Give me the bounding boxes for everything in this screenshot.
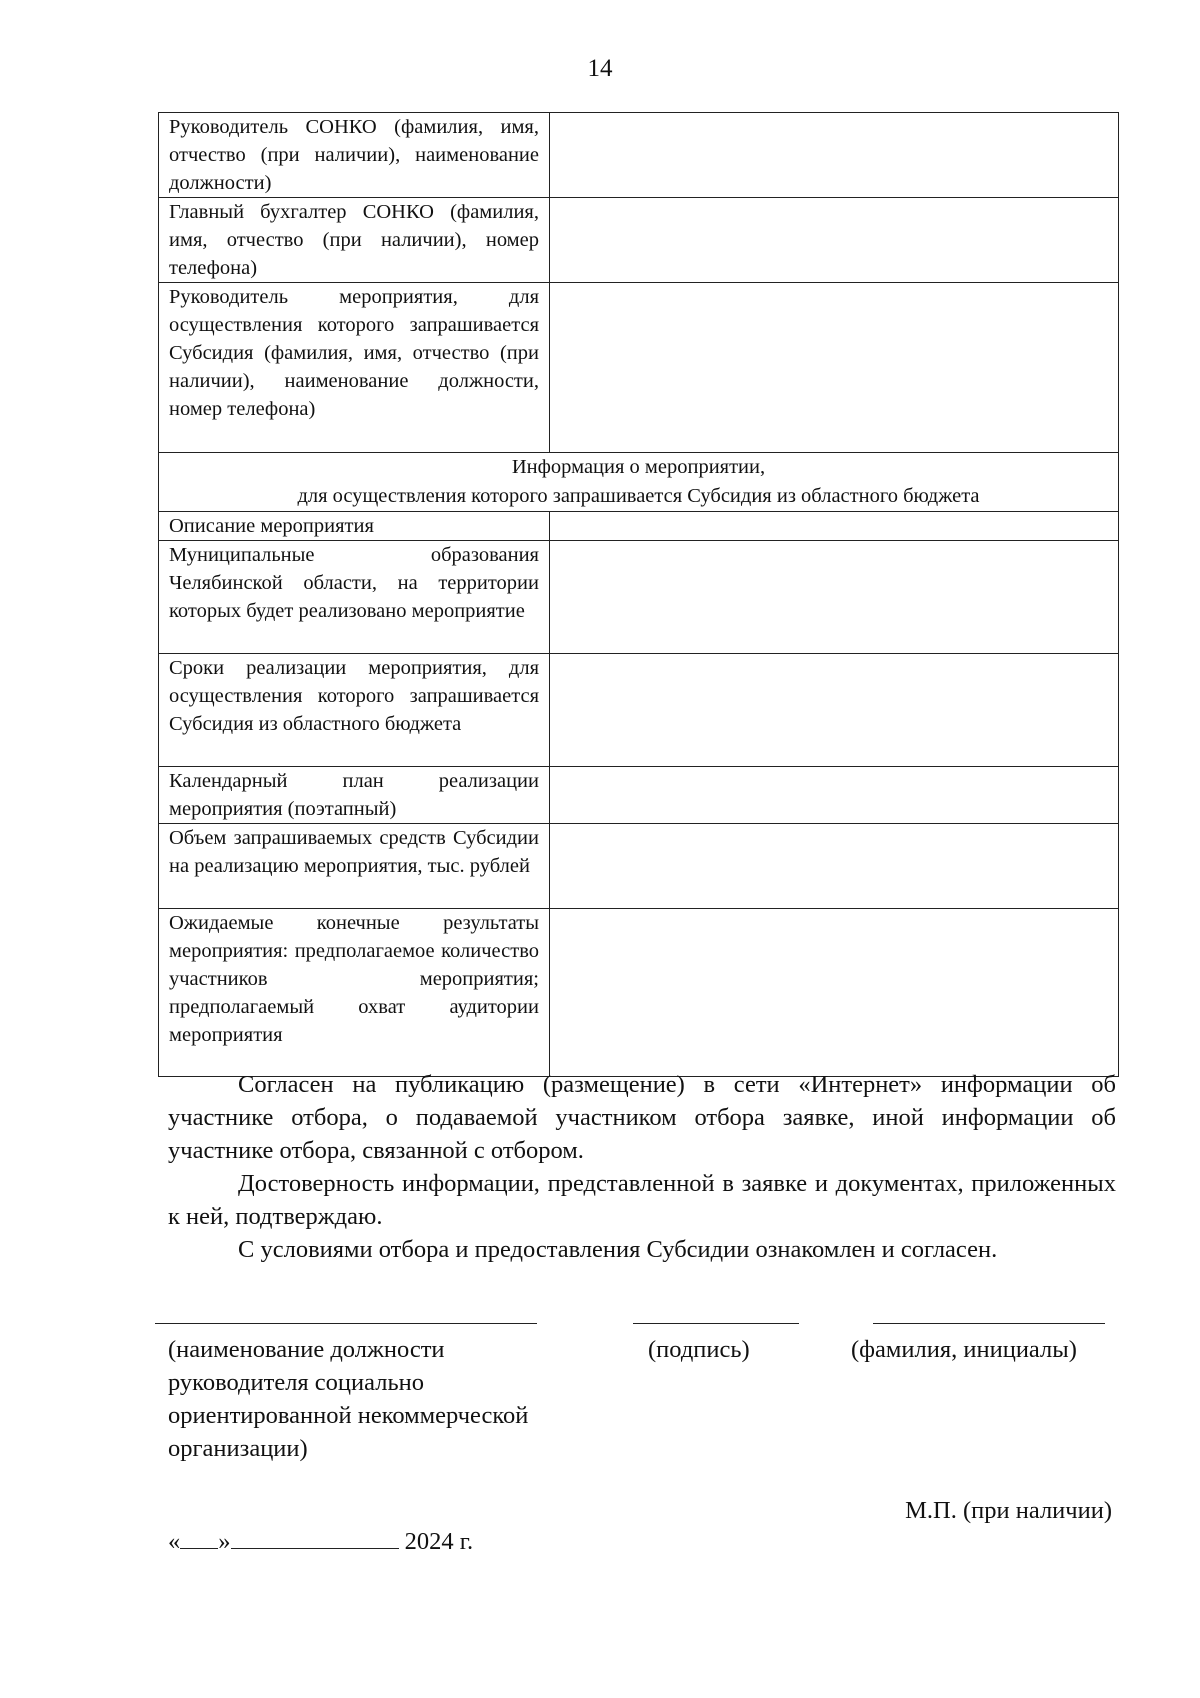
- table-row: [159, 113, 1119, 198]
- table-row: [159, 654, 1119, 767]
- table-row: [159, 909, 1119, 1077]
- row-label: Объем запрашиваемых средств Субсидии на реализацию мероприятия, тыс. рублей: [159, 824, 550, 909]
- table-row: [159, 283, 1119, 453]
- row-label: Описание мероприятия: [159, 512, 550, 541]
- row-label: Руководитель мероприятия, для осуществления которого запрашивается Субсидия (фамилия, имя, отчество (при наличии), наименование должности, номер телефона): [159, 283, 550, 453]
- row-value-field[interactable]: [550, 541, 1119, 654]
- section-header-row: [159, 453, 1119, 512]
- row-value-field[interactable]: [550, 198, 1119, 283]
- date-open-quote: «: [168, 1528, 181, 1555]
- row-value-field[interactable]: [550, 909, 1119, 1077]
- table-row: [159, 824, 1119, 909]
- row-label: Руководитель СОНКО (фамилия, имя, отчество (при наличии), наименование должности): [159, 113, 550, 198]
- date-line: [168, 1525, 473, 1558]
- signature-line[interactable]: [633, 1323, 799, 1324]
- page-number: 14: [587, 55, 613, 82]
- position-signature-line[interactable]: [155, 1323, 537, 1324]
- row-label: Главный бухгалтер СОНКО (фамилия, имя, отчество (при наличии), номер телефона): [159, 198, 550, 283]
- row-value-field[interactable]: [550, 512, 1119, 541]
- section-header: [159, 453, 1119, 512]
- signature-caption: (подпись): [648, 1336, 750, 1363]
- reliability-statement: Достоверность информации, представленной в заявке и документах, приложенных к ней, подтверждаю.: [168, 1170, 1116, 1230]
- application-form-table: [158, 112, 1119, 1077]
- name-caption: (фамилия, инициалы): [851, 1336, 1077, 1363]
- table-row: [159, 512, 1119, 541]
- table-row: [159, 541, 1119, 654]
- table-row: [159, 767, 1119, 824]
- row-value-field[interactable]: [550, 767, 1119, 824]
- row-label: Муниципальные образования Челябинской области, на территории которых будет реализовано мероприятие: [159, 541, 550, 654]
- row-label: Ожидаемые конечные результаты мероприятия: предполагаемое количество участников мероприятия; предполагаемый охват аудитории мероприятия: [159, 909, 550, 1077]
- section-header-line1: Информация о мероприятии,: [511, 456, 766, 478]
- row-value-field[interactable]: [550, 113, 1119, 198]
- consent-statement: Согласен на публикацию (размещение) в сети «Интернет» информации об участнике отбора, о подаваемой участником отбора заявке, иной информации об участнике отбора, связанной с отбором.: [168, 1071, 1116, 1164]
- terms-statement: С условиями отбора и предоставления Субсидии ознакомлен и согласен.: [238, 1236, 998, 1263]
- row-label: Сроки реализации мероприятия, для осуществления которого запрашивается Субсидия из областного бюджета: [159, 654, 550, 767]
- table-row: [159, 198, 1119, 283]
- row-value-field[interactable]: [550, 654, 1119, 767]
- row-value-field[interactable]: [550, 283, 1119, 453]
- position-caption: (наименование должности руководителя социально ориентированной некоммерческой организации): [168, 1336, 529, 1462]
- row-label: Календарный план реализации мероприятия (поэтапный): [159, 767, 550, 824]
- date-close-quote: »: [218, 1528, 231, 1555]
- seal-note: М.П. (при наличии): [905, 1497, 1112, 1524]
- date-day-field[interactable]: [180, 1526, 218, 1549]
- date-year: 2024 г.: [404, 1528, 474, 1555]
- date-month-field[interactable]: [231, 1526, 399, 1549]
- section-header-line2: для осуществления которого запрашивается Субсидия из областного бюджета: [297, 485, 980, 507]
- row-value-field[interactable]: [550, 824, 1119, 909]
- name-signature-line[interactable]: [873, 1323, 1105, 1324]
